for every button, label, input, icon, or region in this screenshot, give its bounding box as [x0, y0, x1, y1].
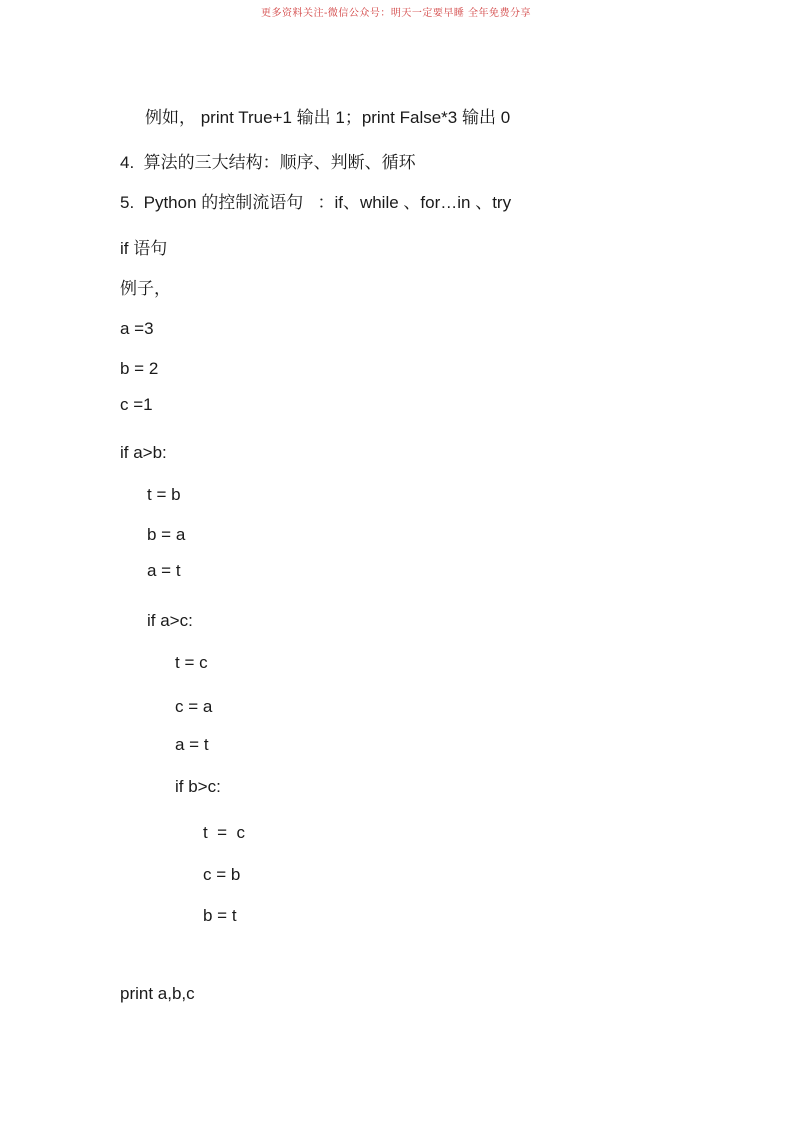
code-line: b = t — [203, 906, 237, 925]
if-statement-heading: if 语句 — [120, 239, 168, 258]
code-line: if a>b: — [120, 443, 167, 462]
code-line: c =1 — [120, 395, 153, 414]
list-item-4: 4. 算法的三大结构：顺序、判断、循环 — [120, 153, 416, 172]
code-line: t = c — [175, 653, 208, 672]
code-line: a = t — [147, 561, 181, 580]
code-line: b = a — [147, 525, 186, 544]
code-line: b = 2 — [120, 359, 159, 378]
example-line: 例如， print True+1 输出 1；print False*3 输出 0 — [145, 108, 511, 127]
code-line: t = b — [147, 485, 181, 504]
example-label: 例子， — [120, 279, 171, 298]
code-line: print a,b,c — [120, 984, 195, 1003]
code-line: a = t — [175, 735, 209, 754]
code-line: if a>c: — [147, 611, 193, 630]
code-line: c = a — [175, 697, 213, 716]
code-line: t = c — [203, 823, 246, 842]
code-line: if b>c: — [175, 777, 221, 796]
watermark-header: 更多资料关注-微信公众号：明天一定要早睡 全年免费分享 — [260, 8, 532, 19]
code-line: a =3 — [120, 319, 154, 338]
list-item-5: 5. Python 的控制流语句 ：if、while 、for…in 、try — [120, 193, 512, 212]
code-line: c = b — [203, 865, 241, 884]
